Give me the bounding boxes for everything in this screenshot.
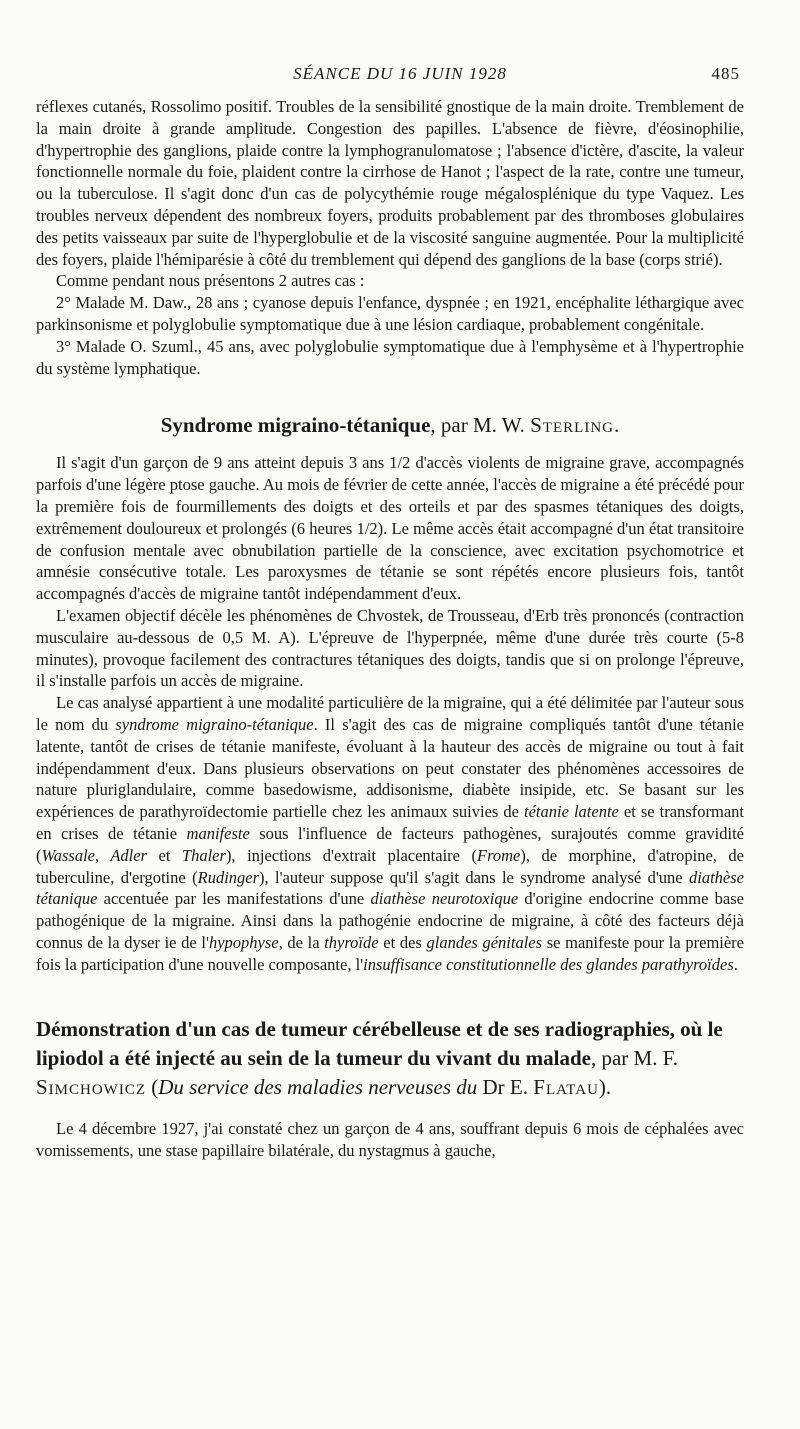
heading-punct: (	[146, 1075, 159, 1100]
emphasis: diathèse tétanique	[36, 867, 745, 909]
emphasis: Wassale, Adler	[41, 845, 147, 865]
text-run: accentuée par les manifestations d'une	[97, 889, 371, 909]
affiliation-name: Flatau	[533, 1075, 599, 1100]
paragraph: réflexes cutanés, Rossolimo positif. Troubles de la sensibilité gnostique de la main droite. Tremblement de la main droite à grande amplitude. Congestion des papilles. L'absence de fièvre, d'éosinophilie, d'hypertrophie des ganglions, plaide contre la lymphogranulomatose ; l'absence d'ictère, d'ascite, la valeur fonctionnelle normale du foie, plaident contre la cirrhose de Hanot ; l'aspect de la rate, contre une tumeur, ou la tuberculose. Il s'agit donc d'un cas de polycythémie rouge mégalosplénique du type Vaquez. Les troubles nerveux dépendent des nombreux foyers, produits probablement par des thromboses globulaires des petits vaisseaux par suite de l'hyperglobulie et de la viscosité sanguine augmentée. Pour la multiplicité des foyers, plaide l'hémiparésie à côté du tremblement qui dépend des ganglions de la base (corps strié).	[36, 97, 744, 269]
emphasis: Frome	[477, 845, 521, 865]
paragraph: 3° Malade O. Szuml., 45 ans, avec polyglobulie symptomatique due à l'emphysème et à l'hypertrophie du système lymphatique.	[36, 336, 744, 378]
text-run: et des	[378, 932, 427, 952]
text-run: . Il s'agit des cas de migraine compliqués tantôt d'une tétanie latente, tantôt de crises de tétanie manifeste, évoluant à la hauteur des accès de migraine ou tout à fait indépendamment d'eux. Dans plusieurs observations on peut constater des phénomènes accessoires de nature pluriglandulaire, comme basedowisme, addisonisme, diabète insipide, etc. Se basant sur les expériences de parathyroïdectomie partielle chez les animaux suivies de	[36, 714, 744, 822]
emphasis: Thaler	[181, 845, 226, 865]
author-name: Sterling	[530, 413, 615, 438]
emphasis: hypophyse	[208, 932, 279, 952]
heading-title: Syndrome migraino-tétanique	[160, 413, 431, 438]
heading-punct: ).	[598, 1075, 612, 1100]
text-run: sous l'influence de facteurs pathogènes, surajoutés comme gravidité (	[36, 823, 744, 865]
author-name: Simchowicz	[36, 1075, 147, 1100]
text-run: ), de morphine, d'atropine, de tuberculine, d'ergotine (	[36, 845, 744, 887]
emphasis: Rudinger	[197, 867, 260, 887]
text-run: se manifeste pour la première fois la participation d'une nouvelle composante, l'	[36, 932, 745, 974]
section-migraino-tetanique	[36, 452, 744, 975]
text-run: ), injections d'extrait placentaire (	[225, 845, 477, 865]
heading-punct: .	[614, 413, 620, 438]
heading-byline: , par M. W.	[430, 413, 531, 438]
paragraph	[36, 692, 744, 975]
text-run: ), l'auteur suppose qu'il s'agit dans le syndrome analysé d'une	[259, 867, 690, 887]
text-run: et se transformant en crises de tétanie	[36, 802, 744, 843]
emphasis: syndrome migraino-tétanique	[115, 714, 314, 734]
affiliation-title: Dr E.	[477, 1075, 534, 1100]
page-header	[60, 64, 740, 88]
affiliation: Du service des maladies nerveuses du	[158, 1075, 478, 1100]
text-run: d'origine endocrine comme base pathogénique de la migraine. Ainsi dans la pathogénie endocrine de migraine, à côté des facteurs déjà connus de la dyser ie de l'	[36, 889, 744, 952]
page-body	[36, 96, 744, 1162]
heading-byline: , par M. F.	[590, 1046, 678, 1071]
emphasis: glandes génitales	[426, 932, 543, 952]
text-run: .	[733, 954, 738, 974]
text-run: Le cas analysé appartient à une modalité particulière de la migraine, qui a été délimitée par l'auteur sous le nom du	[36, 693, 744, 734]
text-run: et	[146, 845, 182, 865]
paragraph: L'examen objectif décèle les phénomènes de Chvostek, de Trousseau, d'Erb très prononcés (contraction musculaire au-dessous de 0,5 M. A). L'épreuve de l'hyperpnée, même d'une durée très courte (5-8 minutes), provoque facilement des contractures tétaniques des doigts, tandis que si on prolonge l'épreuve, il s'installe parfois un accès de migraine.	[36, 605, 744, 691]
page-number: 485	[711, 64, 740, 83]
text-run: , de la	[278, 932, 325, 952]
paragraph: 2° Malade M. Daw., 28 ans ; cyanose depuis l'enfance, dyspnée ; en 1921, encéphalite léthargique avec parkinsonisme et polyglobulie symptomatique due à une lésion cardiaque, probablement congénitale.	[36, 293, 744, 334]
section-polycythemia	[36, 96, 744, 379]
emphasis: thyroïde	[324, 932, 379, 952]
paragraph: Le 4 décembre 1927, j'ai constaté chez un garçon de 4 ans, souffrant depuis 6 mois de céphalées avec vomissements, une stase papillaire bilatérale, du nystagmus à gauche,	[36, 1119, 744, 1161]
emphasis: diathèse neurotoxique	[370, 889, 519, 909]
section-tumeur-cerebelleuse	[36, 1118, 744, 1162]
emphasis: tétanie latente	[524, 802, 619, 822]
section-heading	[36, 413, 744, 438]
emphasis: insuffisance constitutionnelle des glandes parathyroïdes	[363, 954, 734, 974]
paragraph: Comme pendant nous présentons 2 autres cas :	[56, 271, 365, 291]
section-heading	[36, 1015, 744, 1102]
heading-title: Démonstration d'un cas de tumeur cérébelleuse et de ses radiographies, où le lipiodol a été injecté au sein de la tumeur du vivant du malade	[36, 1017, 723, 1071]
paragraph: Il s'agit d'un garçon de 9 ans atteint depuis 3 ans 1/2 d'accès violents de migraine grave, accompagnés parfois d'une légère ptose gauche. Au mois de février de cette année, l'accès de migraine a été précédé pour la première fois de fourmillements des doigts et des orteils et par des spasmes tétaniques des doigts, extrêmement douloureux et prolongés (6 heures 1/2). Le même accès était accompagné d'un état transitoire de confusion mentale avec obnubilation partielle de la conscience, avec excitation psychomotrice et amnésie consécutive totale. Les paroxysmes de tétanie se sont répétés encore plusieurs fois, tantôt accompagnés d'accès de migraine tantôt indépendamment d'eux.	[36, 453, 744, 604]
running-title: SÉANCE DU 16 JUIN 1928	[293, 64, 507, 83]
emphasis: manifeste	[186, 823, 250, 843]
